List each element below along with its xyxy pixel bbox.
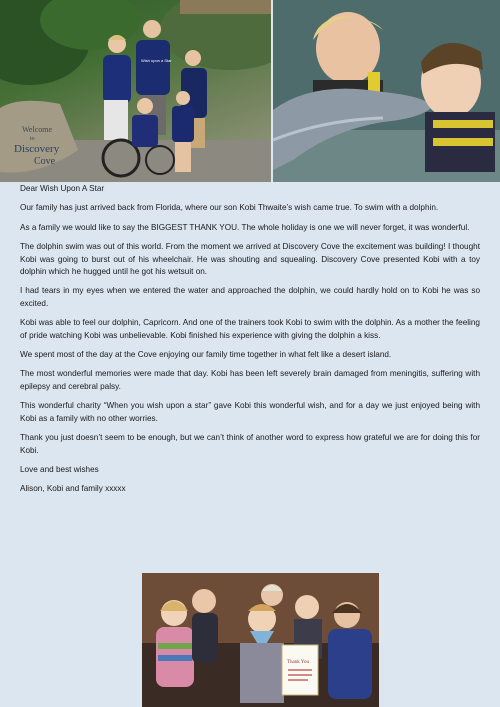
dolphin-photo	[273, 0, 500, 182]
letter-paragraph: This wonderful charity “When you wish upon a star” gave Kobi this wonderful wish, and for a day we just enjoyed being with Kobi as a family with no other worries.	[20, 401, 480, 423]
letter-paragraph: As a family we would like to say the BIGGEST THANK YOU. The whole holiday is one we will never forget, it was wonderful.	[20, 222, 470, 232]
dolphin-photo-illustration	[273, 0, 500, 182]
sign-text-discovery: Discovery	[14, 143, 60, 155]
letter-closing: Love and best wishes	[20, 464, 99, 474]
letter-paragraph: Our family has just arrived back from Florida, where our son Kobi Thwaite’s wish came true. To swim with a dolphin.	[20, 203, 439, 213]
family-group-photo	[142, 573, 379, 707]
top-photo-row	[0, 0, 500, 182]
family-photo	[0, 0, 271, 182]
letter-salutation: Dear Wish Upon A Star	[20, 184, 105, 193]
letter-paragraph: The most wonderful memories were made that day. Kobi has been left severely brain damaged from meningitis, suffering with epilepsy and cerebral palsy.	[20, 369, 480, 391]
certificate-text: Thank You	[287, 660, 309, 665]
sign-text-welcome: Welcome	[22, 125, 53, 134]
family-group-illustration	[142, 573, 379, 707]
letter-signature: Alison, Kobi and family xxxxx	[20, 484, 126, 494]
letter-paragraph: Thank you just doesn’t seem to be enough, but we can’t think of another word to express how grateful we are for doing this for Kobi.	[20, 433, 480, 455]
letter-body	[20, 182, 480, 503]
letter-paragraph: Kobi was able to feel our dolphin, Capricorn. And one of the trainers took Kobi to swim with the dolphin. As a mother the feeling of pride watching Kobi was unbelievable. Kobi finished his experience with giving the dolphin a kiss.	[20, 318, 480, 340]
letter-paragraph: We spent most of the day at the Cove enjoying our family time together in what felt like a desert island.	[20, 350, 392, 360]
letter-paragraph: I had tears in my eyes when we entered the water and approached the dolphin, we could hardly hold on to Kobi he was so excited.	[20, 286, 480, 308]
sign-text-cove: Cove	[34, 156, 56, 167]
shirt-text: Wish upon a Star	[141, 58, 172, 63]
family-photo-illustration	[0, 0, 271, 182]
letter-paragraph: The dolphin swim was out of this world. From the moment we arrived at Discovery Cove the excitement was building! I thought Kobi was going to burst out of his wheelchair. He was shouting and squealing. Discovery Cove presented Kobi with a toy dolphin which he hugged until he got his wetsuit on.	[20, 242, 480, 277]
sign-text-to: to	[30, 136, 35, 142]
